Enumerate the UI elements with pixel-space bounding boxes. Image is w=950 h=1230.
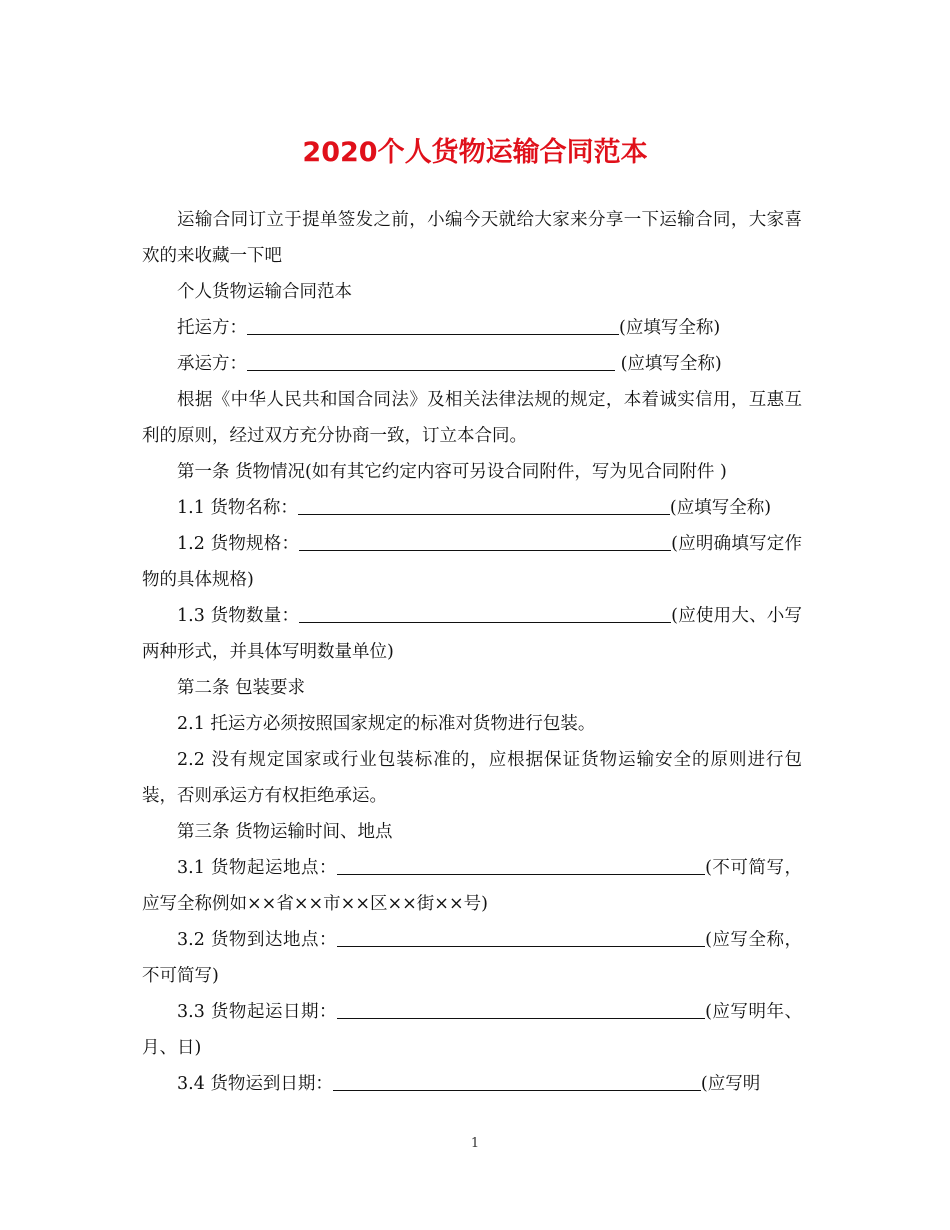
item-3-2-label: 3.2 货物到达地点： — [177, 930, 338, 950]
item-3-4-label: 3.4 货物运到日期： — [177, 1074, 333, 1094]
item-3-1-note: (不可简写，应写全称例如××省××市××区××街××号) — [142, 858, 802, 914]
item-1-2-label: 1.2 货物规格： — [177, 534, 300, 554]
shipper-line — [142, 310, 802, 346]
item-3-2-blank — [337, 924, 705, 947]
item-1-3 — [142, 598, 802, 670]
item-1-2-note: (应明确填写定作物的具体规格) — [142, 534, 802, 590]
item-2-2: 2.2 没有规定国家或行业包装标准的，应根据保证货物运输安全的原则进行包装，否则承运方有权拒绝承运。 — [142, 750, 802, 806]
item-1-1-blank — [298, 492, 670, 515]
page-title: 2020个人货物运输合同范本 — [302, 137, 648, 168]
item-3-4-note: (应写明 — [700, 1074, 761, 1094]
article-3-heading: 第三条 货物运输时间、地点 — [177, 822, 393, 842]
article-2-heading: 第二条 包装要求 — [177, 678, 306, 698]
item-3-3-label: 3.3 货物起运日期： — [177, 1002, 338, 1022]
item-2-1: 2.1 托运方必须按照国家规定的标准对货物进行包装。 — [177, 714, 596, 734]
page-number: 1 — [470, 1136, 480, 1151]
item-3-4-blank — [333, 1068, 701, 1091]
item-3-3 — [142, 994, 802, 1066]
intro-paragraph: 运输合同订立于提单签发之前，小编今天就给大家来分享一下运输合同，大家喜欢的来收藏一下吧 — [142, 210, 802, 266]
carrier-note: (应填写全称) — [615, 354, 722, 374]
article-1-heading: 第一条 货物情况(如有其它约定内容可另设合同附件，写为见合同附件 ) — [177, 462, 727, 482]
item-3-3-blank — [337, 996, 705, 1019]
item-1-1-label: 1.1 货物名称： — [177, 498, 298, 518]
item-3-1-label: 3.1 货物起运地点： — [177, 858, 338, 878]
carrier-line — [142, 346, 802, 382]
item-3-2-note: (应写全称，不可简写) — [142, 930, 802, 986]
shipper-label: 托运方： — [177, 318, 247, 338]
document-body — [142, 202, 802, 1102]
item-3-3-note: (应写明年、月、日) — [142, 1002, 802, 1058]
subtitle-paragraph: 个人货物运输合同范本 — [177, 282, 352, 302]
shipper-note: (应填写全称) — [619, 318, 721, 338]
item-3-2 — [142, 922, 802, 994]
basis-paragraph: 根据《中华人民共和国合同法》及相关法律法规的规定，本着诚实信用，互惠互利的原则，经过双方充分协商一致，订立本合同。 — [142, 390, 802, 446]
item-3-1-blank — [337, 852, 705, 875]
carrier-blank — [247, 348, 615, 371]
carrier-label: 承运方： — [177, 354, 247, 374]
item-1-3-label: 1.3 货物数量： — [177, 606, 300, 626]
shipper-blank — [247, 312, 619, 335]
item-1-2-blank — [299, 528, 671, 551]
item-3-4 — [142, 1066, 802, 1102]
item-1-2 — [142, 526, 802, 598]
item-3-1 — [142, 850, 802, 922]
item-1-1-note: (应填写全称) — [669, 498, 772, 518]
item-1-1 — [142, 490, 802, 526]
item-1-3-note: (应使用大、小写两种形式，并具体写明数量单位) — [142, 606, 802, 662]
item-1-3-blank — [299, 600, 671, 623]
